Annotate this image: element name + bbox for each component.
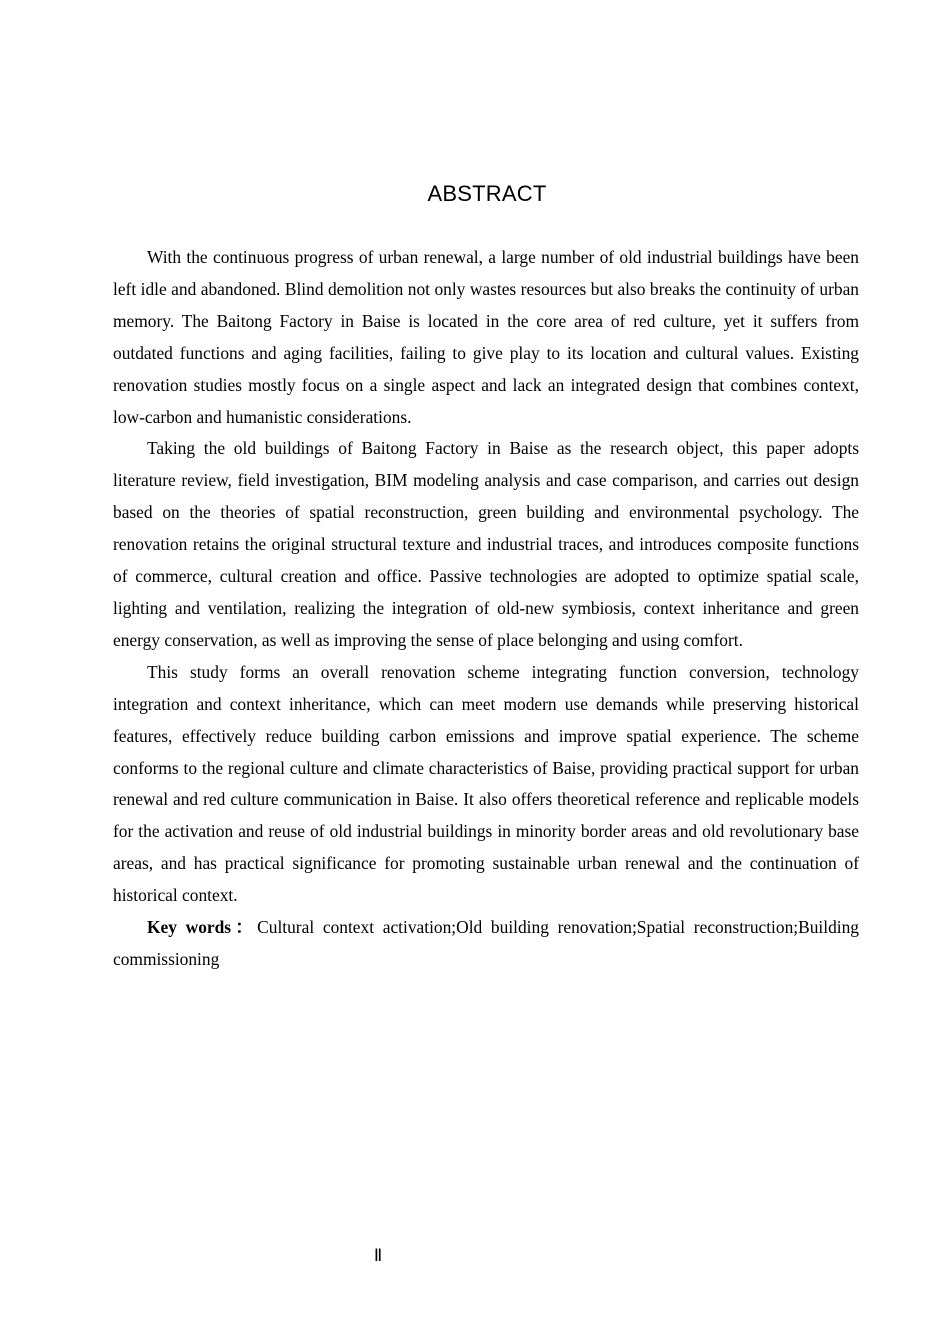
- keywords-label: Key words：: [147, 917, 258, 938]
- page-number: Ⅱ: [373, 1246, 383, 1265]
- abstract-body: [113, 242, 859, 976]
- abstract-paragraph-2: Taking the old buildings of Baitong Factory in Baise as the research object, this paper adopts literature review, field investigation, BIM modeling analysis and case comparison, and carries out design based on the theories of spatial reconstruction, green building and environmental psychology. The renovation retains the original structural texture and industrial traces, and introduces composite functions of commerce, cultural creation and office. Passive technologies are adopted to optimize spatial scale, lighting and ventilation, realizing the integration of old-new symbiosis, context inheritance and green energy conservation, as well as improving the sense of place belonging and using comfort.: [113, 438, 859, 650]
- abstract-paragraph-1: With the continuous progress of urban renewal, a large number of old industrial buildings have been left idle and abandoned. Blind demolition not only wastes resources but also breaks the continuity of urban memory. The Baitong Factory in Baise is located in the core area of red culture, yet it suffers from outdated functions and aging facilities, failing to give play to its location and cultural values. Existing renovation studies mostly focus on a single aspect and lack an integrated design that combines context, low-carbon and humanistic considerations.: [113, 247, 859, 427]
- abstract-title: ABSTRACT: [427, 181, 547, 206]
- keywords-text: Cultural context activation;Old building renovation;Spatial reconstruction;Building commissioning: [113, 917, 859, 969]
- abstract-paragraph-3: This study forms an overall renovation scheme integrating function conversion, technology integration and context inheritance, which can meet modern use demands while preserving historical features, effectively reduce building carbon emissions and improve spatial experience. The scheme conforms to the regional culture and climate characteristics of Baise, providing practical support for urban renewal and red culture communication in Baise. It also offers theoretical reference and replicable models for the activation and reuse of old industrial buildings in minority border areas and old revolutionary base areas, and has practical significance for promoting sustainable urban renewal and the continuation of historical context.: [113, 661, 859, 906]
- keywords-line: [113, 912, 859, 976]
